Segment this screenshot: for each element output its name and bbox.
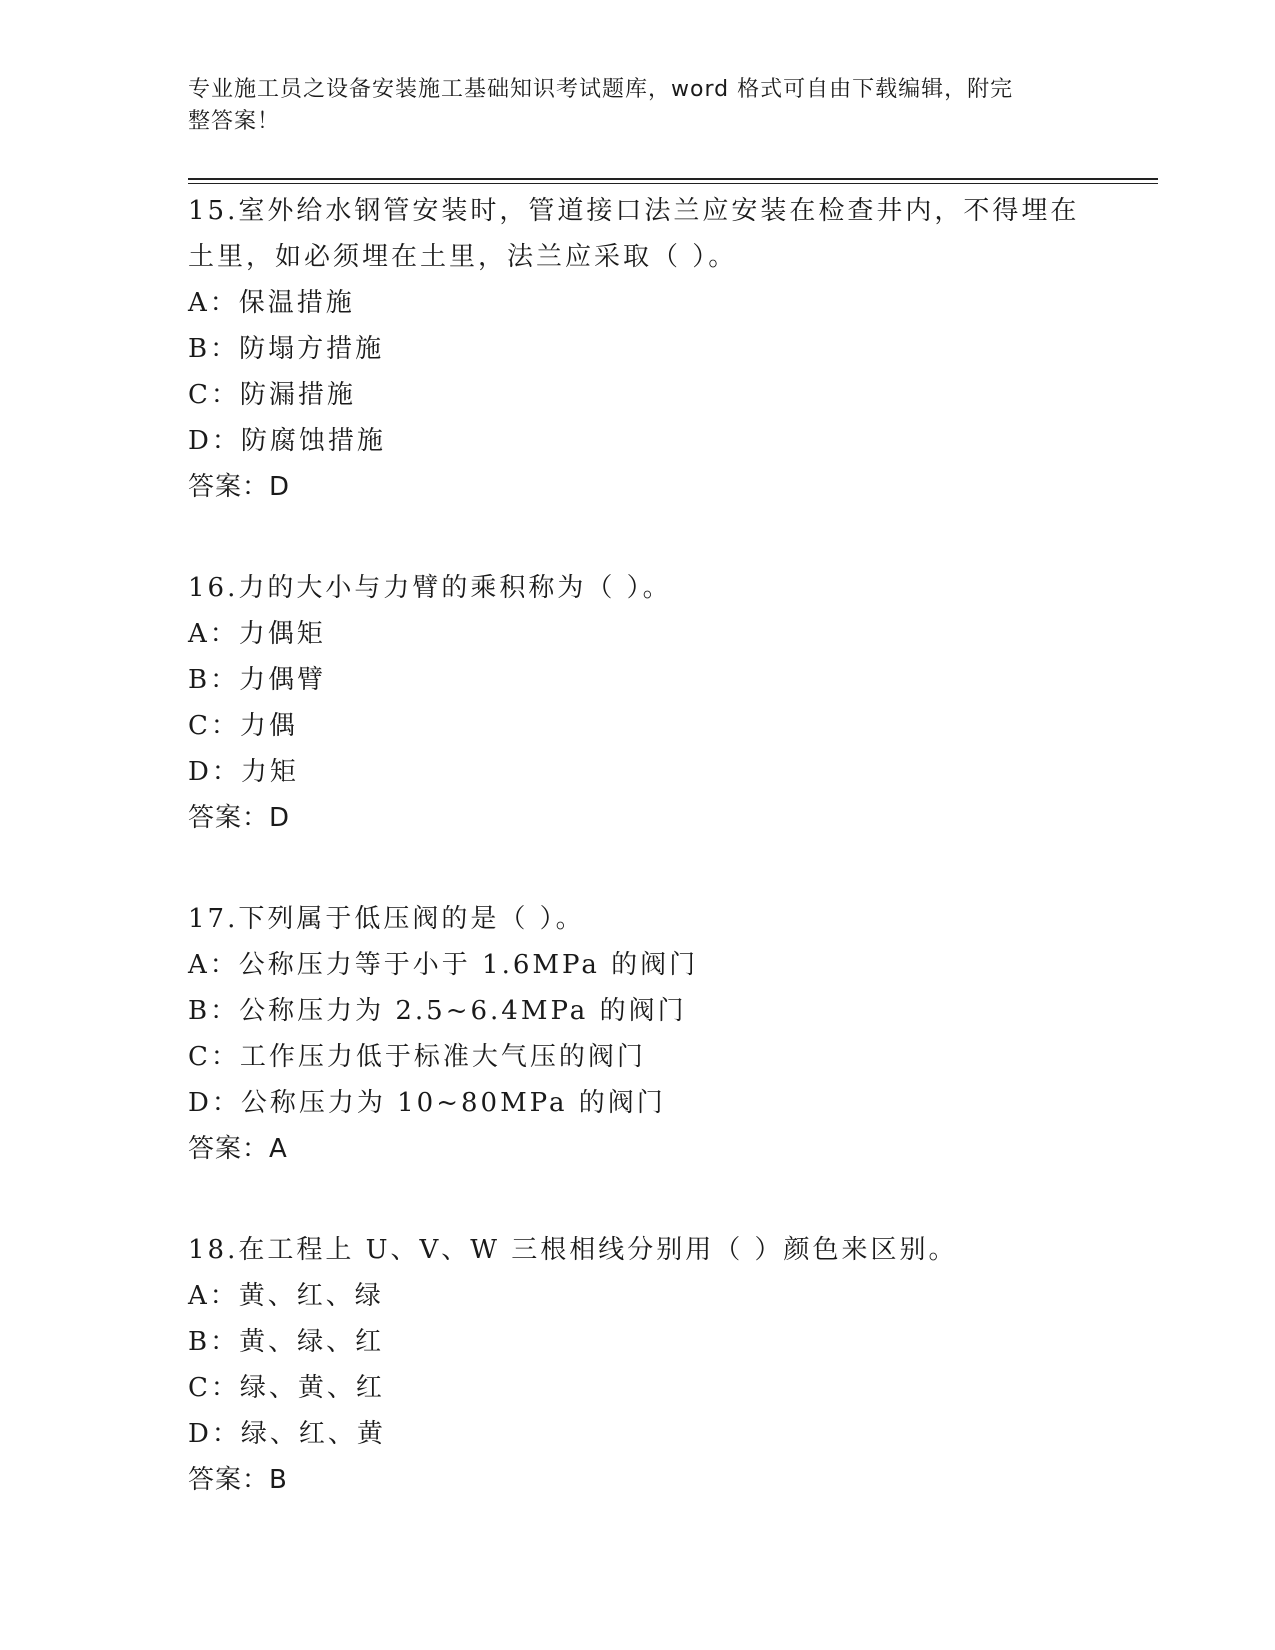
option-c: C：防漏措施	[188, 380, 356, 410]
option-d: D：力矩	[188, 757, 299, 787]
answer-label: 答案：A	[188, 1134, 288, 1164]
question-18	[188, 1227, 1088, 1503]
option-b: B：公称压力为 2.5~6.4MPa 的阀门	[188, 996, 687, 1026]
option-d: D：防腐蚀措施	[188, 426, 386, 456]
option-a: A：力偶矩	[188, 619, 326, 649]
option-a: A：保温措施	[188, 288, 355, 318]
document-header	[188, 74, 1068, 138]
option-b: B：防塌方措施	[188, 334, 385, 364]
option-a: A：黄、红、绿	[188, 1281, 384, 1311]
question-15	[188, 188, 1088, 510]
option-a: A：公称压力等于小于 1.6MPa 的阀门	[188, 950, 699, 980]
option-c: C：工作压力低于标准大气压的阀门	[188, 1042, 646, 1072]
question-text: 15.室外给水钢管安装时，管道接口法兰应安装在检查井内，不得埋在土里，如必须埋在土里，法兰应采取（ ）。	[188, 196, 1080, 272]
answer-label: 答案：B	[188, 1465, 288, 1495]
header-line-1: 专业施工员之设备安装施工基础知识考试题库，word 格式可自由下载编辑，附完	[188, 77, 1014, 102]
option-b: B：黄、绿、红	[188, 1327, 385, 1357]
question-text: 18.在工程上 U、V、W 三根相线分别用（ ）颜色来区别。	[188, 1235, 958, 1265]
header-divider-thin	[188, 183, 1158, 184]
question-text: 16.力的大小与力臂的乘积称为（ ）。	[188, 573, 672, 603]
question-16	[188, 565, 1088, 841]
header-divider-thick	[188, 178, 1158, 180]
option-d: D：公称压力为 10~80MPa 的阀门	[188, 1088, 666, 1118]
question-text: 17.下列属于低压阀的是（ ）。	[188, 904, 585, 934]
answer-label: 答案：D	[188, 472, 291, 502]
question-17	[188, 896, 1088, 1172]
option-b: B：力偶臂	[188, 665, 327, 695]
option-c: C：绿、黄、红	[188, 1373, 385, 1403]
option-d: D：绿、红、黄	[188, 1419, 386, 1449]
question-list	[188, 188, 1088, 1558]
option-c: C：力偶	[188, 711, 298, 741]
header-line-2: 整答案！	[188, 109, 281, 134]
answer-label: 答案：D	[188, 803, 291, 833]
